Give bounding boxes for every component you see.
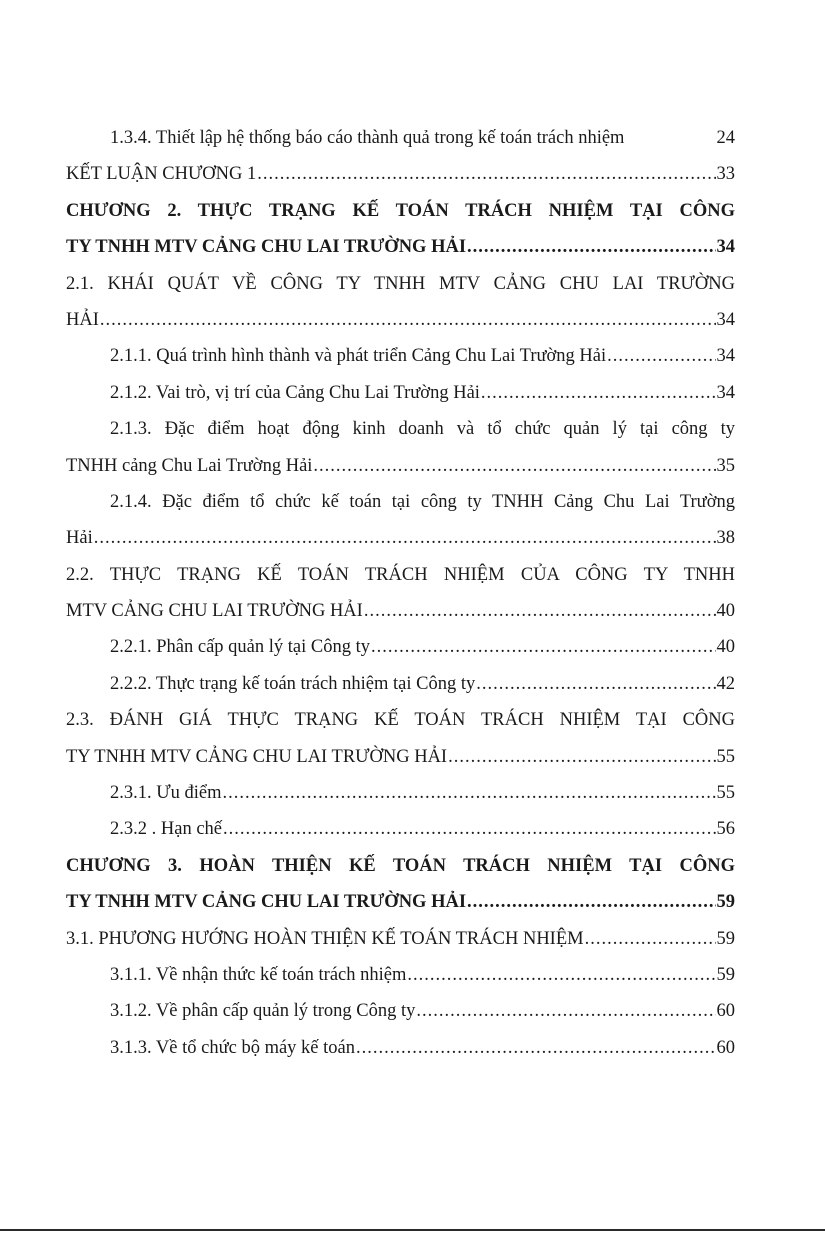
toc-entry-title: 3.1.3. Về tổ chức bộ máy kế toán [110, 1037, 355, 1058]
toc-entry [66, 666, 735, 702]
toc-entry-title: TY TNHH MTV CẢNG CHU LAI TRƯỜNG HẢI [66, 237, 467, 258]
toc-entry: 2.3. ĐÁNH GIÁ THỰC TRẠNG KẾ TOÁN TRÁCH NHIỆM TẠI CÔNG [66, 710, 735, 731]
toc-entry: 2.2. THỰC TRẠNG KẾ TOÁN TRÁCH NHIỆM CỦA CÔNG TY TNHH [66, 564, 735, 585]
toc-entry-title: HẢI [66, 309, 99, 330]
toc-entry [66, 593, 735, 629]
toc-entry [66, 338, 735, 374]
toc-entry-title: TY TNHH MTV CẢNG CHU LAI TRƯỜNG HẢI [66, 892, 467, 913]
toc-entry: CHƯƠNG 2. THỰC TRẠNG KẾ TOÁN TRÁCH NHIỆM TẠI CÔNG [66, 200, 735, 221]
toc-entry-title: 2.2.2. Thực trạng kế toán trách nhiệm tại Công ty [110, 673, 476, 694]
toc-page-number: 42 [716, 673, 735, 694]
toc-entry-title: KẾT LUẬN CHƯƠNG 1 [66, 164, 257, 185]
toc-entry: 2.1.4. Đặc điểm tổ chức kế toán tại công ty TNHH Cảng Chu Lai Trường [110, 491, 735, 512]
dot-leader [467, 229, 715, 265]
toc-page-number: 34 [716, 309, 735, 330]
dot-leader [313, 448, 715, 484]
toc-page-number: 34 [716, 382, 735, 403]
toc-entry-title: TY TNHH MTV CẢNG CHU LAI TRƯỜNG HẢI [66, 746, 448, 767]
toc-entry [66, 229, 735, 265]
toc-page-number: 60 [716, 1037, 735, 1058]
toc-entry [66, 156, 735, 192]
toc-entry: 2.1.3. Đặc điểm hoạt động kinh doanh và tổ chức quản lý tại công ty [110, 419, 735, 440]
toc-entry-title: 2.3.1. Ưu điểm [110, 783, 222, 804]
toc-entry [66, 448, 735, 484]
toc-entry: 2.1. KHÁI QUÁT VỀ CÔNG TY TNHH MTV CẢNG CHU LAI TRƯỜNG [66, 273, 735, 294]
toc-entry [66, 884, 735, 920]
toc-entry-title: 1.3.4. Thiết lập hệ thống báo cáo thành quả trong kế toán trách nhiệm [110, 128, 625, 148]
toc-entry [66, 739, 735, 775]
toc-page-number: 40 [716, 601, 735, 622]
toc-entry [66, 811, 735, 847]
dot-leader [467, 884, 715, 920]
toc-entry-title: MTV CẢNG CHU LAI TRƯỜNG HẢI [66, 601, 363, 622]
dot-leader [607, 338, 715, 374]
toc-page-number: 59 [716, 928, 735, 949]
toc-page-number: 35 [716, 455, 735, 476]
dot-leader [476, 666, 715, 702]
toc-page-number: 33 [716, 164, 735, 185]
dot-leader [371, 629, 716, 665]
dot-leader [448, 739, 715, 775]
table-of-contents [66, 120, 735, 1066]
dot-leader [407, 957, 715, 993]
toc-page-number: 55 [716, 746, 735, 767]
toc-entry [66, 520, 735, 556]
toc-entry-title: 3.1. PHƯƠNG HƯỚNG HOÀN THIỆN KẾ TOÁN TRÁCH NHIỆM [66, 928, 584, 949]
toc-entry [66, 375, 735, 411]
toc-page-number: 34 [716, 237, 735, 258]
toc-page-number: 38 [716, 528, 735, 549]
toc-entry [66, 120, 735, 156]
toc-page-number: 56 [716, 819, 735, 840]
toc-entry-title: 3.1.2. Về phân cấp quản lý trong Công ty [110, 1001, 416, 1022]
dot-leader [222, 775, 715, 811]
toc-entry-title: 2.2.1. Phân cấp quản lý tại Công ty [110, 637, 370, 658]
toc-entry-title: 2.1.1. Quá trình hình thành và phát triển Cảng Chu Lai Trường Hải [110, 346, 607, 367]
toc-entry-title: 2.3.2 . Hạn chế [110, 819, 222, 840]
toc-page-number: 40 [716, 637, 735, 658]
toc-page-number: 59 [716, 964, 735, 985]
dot-leader [364, 593, 716, 629]
toc-entry [66, 1030, 735, 1066]
dot-leader [100, 302, 716, 338]
dot-leader [585, 921, 716, 957]
toc-page-number: 55 [716, 783, 735, 804]
toc-entry [66, 302, 735, 338]
toc-entry [66, 993, 735, 1029]
dot-leader [356, 1030, 716, 1066]
page-bottom-edge [0, 1229, 825, 1231]
toc-entry-title: TNHH cảng Chu Lai Trường Hải [66, 455, 313, 476]
toc-entry-title: 2.1.2. Vai trò, vị trí của Cảng Chu Lai Trường Hải [110, 382, 480, 403]
dot-leader [481, 375, 716, 411]
toc-entry-title: Hải [66, 528, 93, 549]
toc-entry [66, 957, 735, 993]
toc-entry [66, 775, 735, 811]
dot-leader [223, 811, 716, 847]
toc-page-number: 34 [716, 346, 735, 367]
dot-leader [416, 993, 715, 1029]
dot-leader [257, 156, 715, 192]
toc-entry [66, 629, 735, 665]
toc-page-number: 24 [716, 128, 735, 148]
toc-entry [66, 921, 735, 957]
toc-entry: CHƯƠNG 3. HOÀN THIỆN KẾ TOÁN TRÁCH NHIỆM TẠI CÔNG [66, 855, 735, 876]
dot-leader [94, 520, 716, 556]
toc-page-number: 60 [716, 1001, 735, 1022]
toc-entry-title: 3.1.1. Về nhận thức kế toán trách nhiệm [110, 964, 407, 985]
toc-page-number: 59 [716, 892, 735, 913]
